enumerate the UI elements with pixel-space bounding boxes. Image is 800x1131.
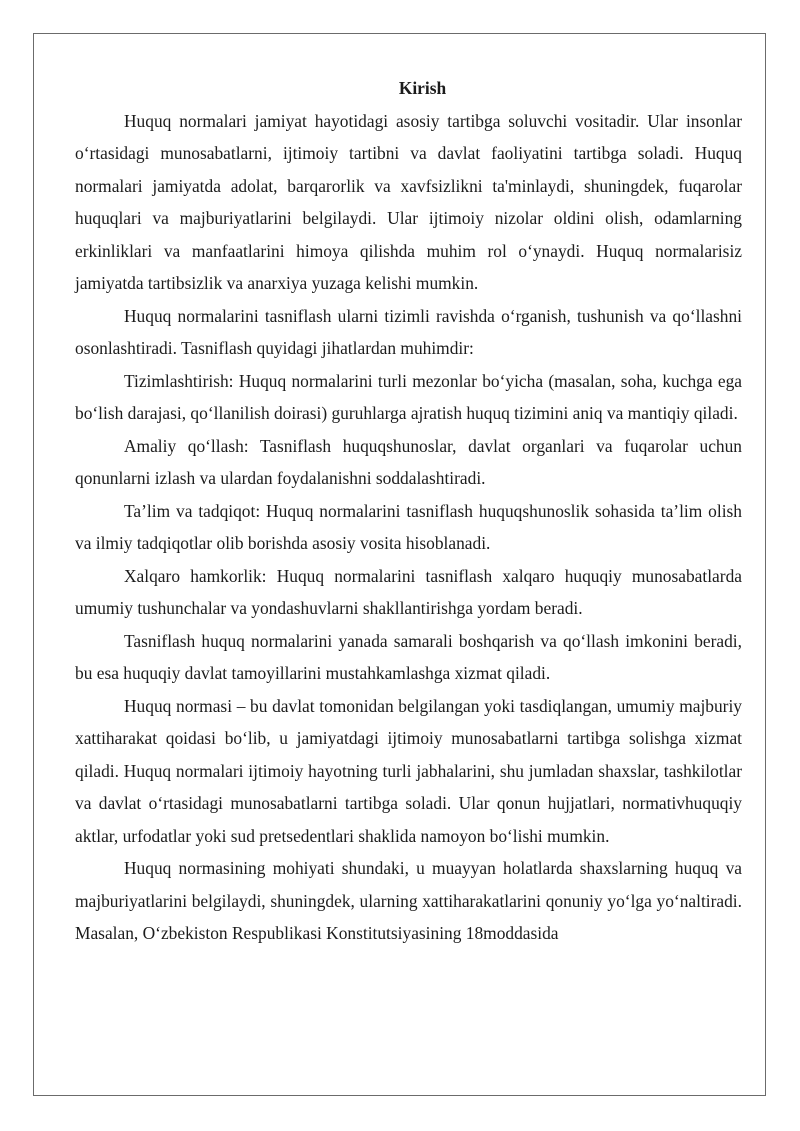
- paragraph-systematization: Tizimlashtirish: Huquq normalarini turli mezonlar boʻyicha (masalan, soha, kuchga ega boʻlish darajasi, qoʻllanilish doirasi) guruhlarga ajratish huquq tizimini aniq va mantiqiy qiladi.: [75, 370, 742, 423]
- paragraph-practical-use: Amaliy qoʻllash: Tasniflash huquqshunoslar, davlat organlari va fuqarolar uchun qonunlarni izlash va ulardan foydalanishni soddalashtiradi.: [75, 435, 742, 488]
- document-body: [75, 72, 742, 950]
- paragraph-legal-norm-definition: Huquq normasi – bu davlat tomonidan belgilangan yoki tasdiqlangan, umumiy majburiy xattiharakat qoidasi boʻlib, u jamiyatdagi ijtimoiy munosabatlarni tartibga solishga xizmat qiladi. Huquq normalari ijtimoiy hayotning turli jabhalarini, shu jumladan shaxslar, tashkilotlar va davlat oʻrtasidagi munosabatlarni tartibga soladi. Ular qonun hujjatlari, normativhuquqiy aktlar, urfodatlar yoki sud pretsedentlari shaklida namoyon boʻlishi mumkin.: [75, 695, 742, 846]
- paragraph-education-research: Ta’lim va tadqiqot: Huquq normalarini tasniflash huquqshunoslik sohasida ta’lim olish va ilmiy tadqiqotlar olib borishda asosiy vosita hisoblanadi.: [75, 500, 742, 553]
- paragraph-international-cooperation: Xalqaro hamkorlik: Huquq normalarini tasniflash xalqaro huquqiy munosabatlarda umumiy tushunchalar va yondashuvlarni shakllantirishga yordam beradi.: [75, 565, 742, 618]
- paragraph-classification-summary: Tasniflash huquq normalarini yanada samarali boshqarish va qoʻllash imkonini beradi, bu esa huquqiy davlat tamoyillarini mustahkamlashga xizmat qiladi.: [75, 630, 742, 683]
- paragraph-legal-norm-essence: Huquq normasining mohiyati shundaki, u muayyan holatlarda shaxslarning huquq va majburiyatlarini belgilaydi, shuningdek, ularning xattiharakatlarini qonuniy yoʻlga yoʻnaltiradi. Masalan, Oʻzbekiston Respublikasi Konstitutsiyasining 18moddasida: [75, 858, 742, 943]
- paragraph-intro: Huquq normalari jamiyat hayotidagi asosiy tartibga soluvchi vositadir. Ular insonlar oʻrtasidagi munosabatlarni, ijtimoiy tartibni va davlat faoliyatini tartibga soladi. Huquq normalari jamiyatda adolat, barqarorlik va xavfsizlikni ta'minlaydi, shuningdek, fuqarolar huquqlari va majburiyatlarini belgilaydi. Ular ijtimoiy nizolar oldini olish, odamlarning erkinliklari va manfaatlarini himoya qilishda muhim rol oʻynaydi. Huquq normalarisiz jamiyatda tartibsizlik va anarxiya yuzaga kelishi mumkin.: [75, 110, 742, 293]
- document-title: Kirish: [398, 78, 447, 98]
- paragraph-classification: Huquq normalarini tasniflash ularni tizimli ravishda oʻrganish, tushunish va qoʻllashni osonlashtiradi. Tasniflash quyidagi jihatlardan muhimdir:: [75, 305, 742, 358]
